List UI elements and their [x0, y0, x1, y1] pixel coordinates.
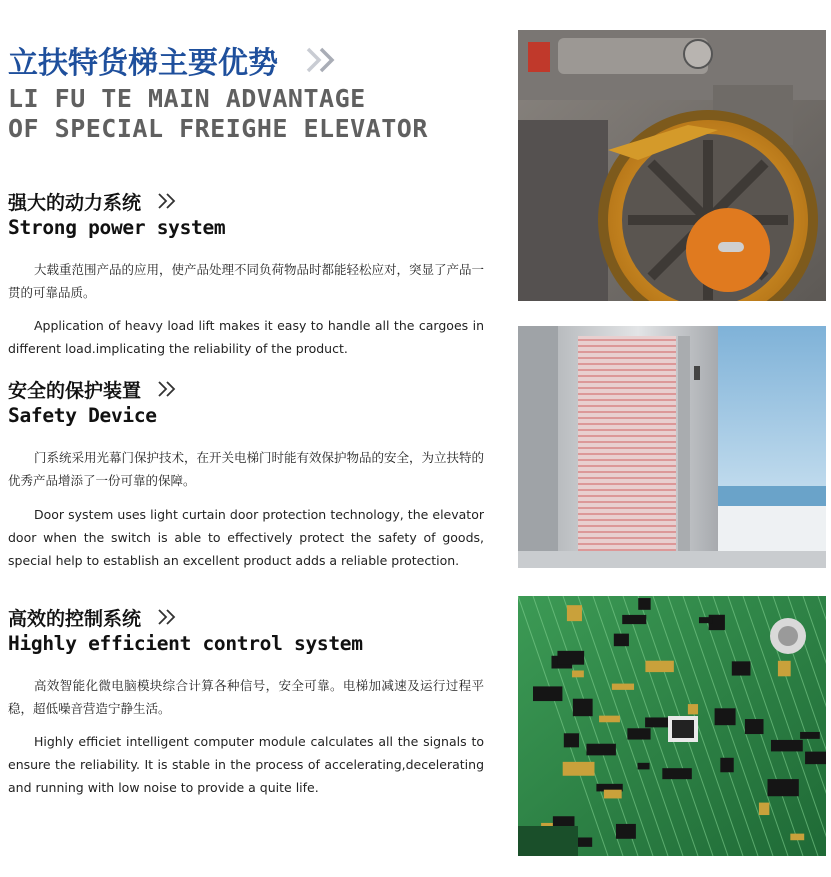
page-title-en-line1: LI FU TE MAIN ADVANTAGE — [8, 84, 366, 113]
double-chevron-right-icon — [157, 380, 179, 398]
section-title-en-control: Highly efficient control system — [8, 632, 363, 655]
section-body-cn-power: 大载重范围产品的应用，使产品处理不同负荷物品时都能轻松应对，突显了产品一贯的可靠品质。 — [8, 262, 485, 300]
section-body-en-safety: Door system uses light curtain door protection technology, the elevator door when the switch is able to effectively protect the safety of goods, special help to establish an excellent product adds a reliable protection. — [8, 507, 484, 568]
section-body-cn-safety: 门系统采用光幕门保护技术，在开关电梯门时能有效保护物品的安全，为立扶特的优秀产品增添了一份可靠的保障。 — [8, 450, 485, 488]
section-title-cn-control — [8, 604, 179, 630]
double-chevron-right-icon — [157, 608, 179, 626]
section-title-cn-safety — [8, 376, 179, 402]
section-body-cn-control: 高效智能化微电脑模块综合计算各种信号，安全可靠。电梯加减速及运行过程平稳，超低噪音营造宁静生活。 — [8, 678, 484, 716]
section-body-en-control: Highly efficiet intelligent computer module calculates all the signals to ensure the reliability. It is stable in the process of accelerating,decelerating and running with low noise to provide a quite life. — [8, 734, 484, 795]
light-curtain-door-photo — [518, 326, 826, 568]
section-title-cn-power — [8, 188, 179, 214]
section-title-cn-control-text: 高效的控制系统 — [8, 607, 142, 630]
double-chevron-right-icon — [157, 192, 179, 210]
section-title-en-safety: Safety Device — [8, 404, 157, 427]
page-title-en-line2: OF SPECIAL FREIGHE ELEVATOR — [8, 114, 428, 143]
page-title-cn — [8, 40, 346, 80]
double-chevron-right-icon — [304, 46, 346, 74]
section-title-en-power: Strong power system — [8, 216, 226, 239]
section-body-en-power: Application of heavy load lift makes it easy to handle all the cargoes in different load.implicating the reliability of the product. — [8, 318, 484, 356]
control-circuit-board-photo — [518, 596, 826, 856]
page-title-cn-text: 立扶特货梯主要优势 — [8, 46, 278, 81]
section-title-cn-safety-text: 安全的保护装置 — [8, 379, 142, 402]
traction-machine-photo — [518, 30, 826, 301]
section-title-cn-power-text: 强大的动力系统 — [8, 191, 142, 214]
